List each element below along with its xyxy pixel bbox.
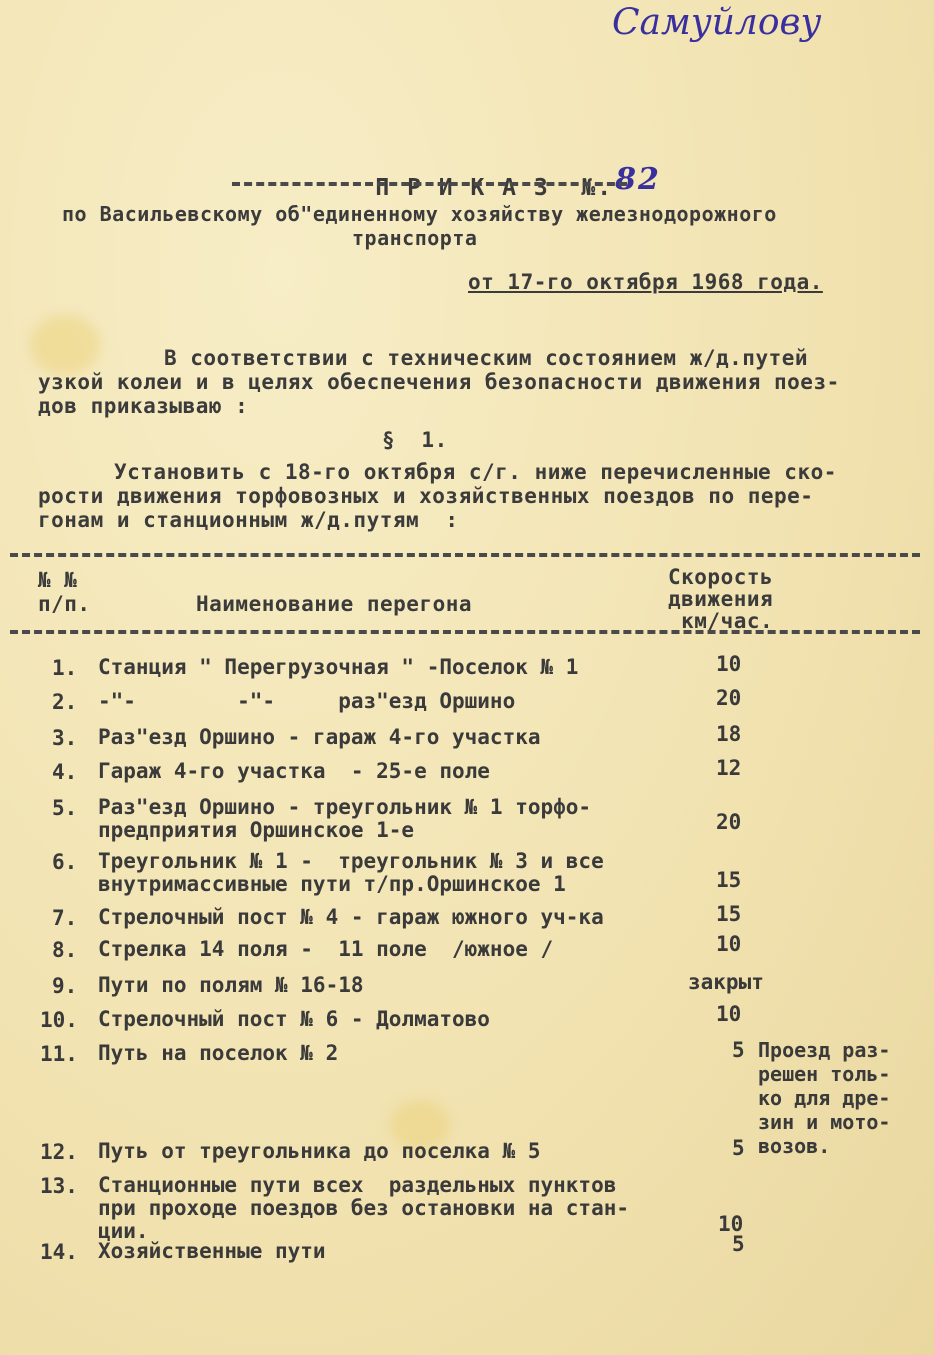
row-speed: 5 <box>732 1232 745 1256</box>
row-speed: закрыт <box>688 970 764 994</box>
row-name: Путь от треугольника до поселка № 5 <box>98 1139 541 1163</box>
row-number: 14. <box>40 1240 78 1264</box>
row-number: 10. <box>40 1008 78 1032</box>
row-name: Стрелочный пост № 4 - гараж южного уч-ка <box>98 905 604 929</box>
intro-line3: дов приказываю : <box>38 394 249 418</box>
row-number: 8. <box>52 938 78 962</box>
header-name: Наименование перегона <box>196 592 473 616</box>
intro-line1: В соответствии с техническим состоянием ж/д.путей <box>164 346 809 370</box>
row-number: 4. <box>52 760 78 784</box>
section-heading: § 1. <box>382 428 448 452</box>
row-name: -"- -"- раз"езд Оршино <box>98 689 516 713</box>
row-name: Треугольник № 1 - треугольник № 3 и все внутримассивные пути т/пр.Оршинское 1 <box>98 849 604 896</box>
row-name: Станционные пути всех раздельных пунктов при проходе поездов без остановки на стан- ции. <box>98 1173 630 1243</box>
title-underline <box>232 182 627 186</box>
row-name: Хозяйственные пути <box>98 1239 326 1263</box>
table-header-rule <box>10 630 920 634</box>
order-title-prefix: П Р И К А З №. <box>375 175 614 201</box>
row-number: 5. <box>52 796 78 820</box>
table-top-rule <box>10 553 920 557</box>
header-speed: Скорость движения км/час. <box>668 565 774 633</box>
row-speed: 20 <box>716 810 742 834</box>
row-number: 7. <box>52 906 78 930</box>
row-number: 9. <box>52 974 78 998</box>
paragraph-line2: рости движения торфовозных и хозяйственных поездов по пере- <box>38 484 814 508</box>
row-speed: 5 <box>732 1136 745 1160</box>
row-speed: 12 <box>716 756 742 780</box>
row-note: Проезд раз- решен толь- ко для дре- зин и мото- возов. <box>758 1038 891 1158</box>
header-number: № № п/п. <box>38 568 91 616</box>
row-speed: 10 <box>718 1212 744 1236</box>
row-number: 13. <box>40 1174 78 1198</box>
row-speed: 10 <box>716 932 742 956</box>
subtitle-line1: по Васильевскому об"единенному хозяйству железнодорожного <box>62 202 777 226</box>
row-name: Путь на поселок № 2 <box>98 1041 339 1065</box>
row-number: 6. <box>52 850 78 874</box>
row-name: Раз"езд Оршино - треугольник № 1 торфо- предприятия Оршинское 1-е <box>98 795 592 842</box>
row-number: 2. <box>52 690 78 714</box>
handwritten-signature-top: Самуйловy <box>612 2 821 43</box>
row-number: 11. <box>40 1042 78 1066</box>
row-name: Гараж 4-го участка - 25-е поле <box>98 759 490 783</box>
row-name: Пути по полям № 16-18 <box>98 973 364 997</box>
row-speed: 15 <box>716 902 742 926</box>
order-number-handwritten: 82 <box>615 162 661 197</box>
row-number: 12. <box>40 1140 78 1164</box>
paragraph-line3: гонам и станционным ж/д.путям : <box>38 508 459 532</box>
row-name: Раз"езд Оршино - гараж 4-го участка <box>98 725 541 749</box>
row-speed: 5 <box>732 1038 745 1062</box>
paragraph-line1: Установить с 18-го октября с/г. ниже перечисленные ско- <box>114 460 837 484</box>
subtitle-line2: транспорта <box>352 226 478 250</box>
row-speed: 18 <box>716 722 742 746</box>
row-name: Стрелочный пост № 6 - Долматово <box>98 1007 490 1031</box>
row-name: Стрелка 14 поля - 11 поле /южное / <box>98 937 554 961</box>
intro-line2: узкой колеи и в целях обеспечения безопасности движения поез- <box>38 370 840 394</box>
row-number: 1. <box>52 656 78 680</box>
order-date: от 17-го октября 1968 года. <box>468 270 823 294</box>
row-speed: 20 <box>716 686 742 710</box>
row-number: 3. <box>52 726 78 750</box>
row-name: Станция " Перегрузочная " -Поселок № 1 <box>98 655 579 679</box>
row-speed: 10 <box>716 652 742 676</box>
row-speed: 10 <box>716 1002 742 1026</box>
row-speed: 15 <box>716 868 742 892</box>
paper-stain <box>30 315 100 375</box>
